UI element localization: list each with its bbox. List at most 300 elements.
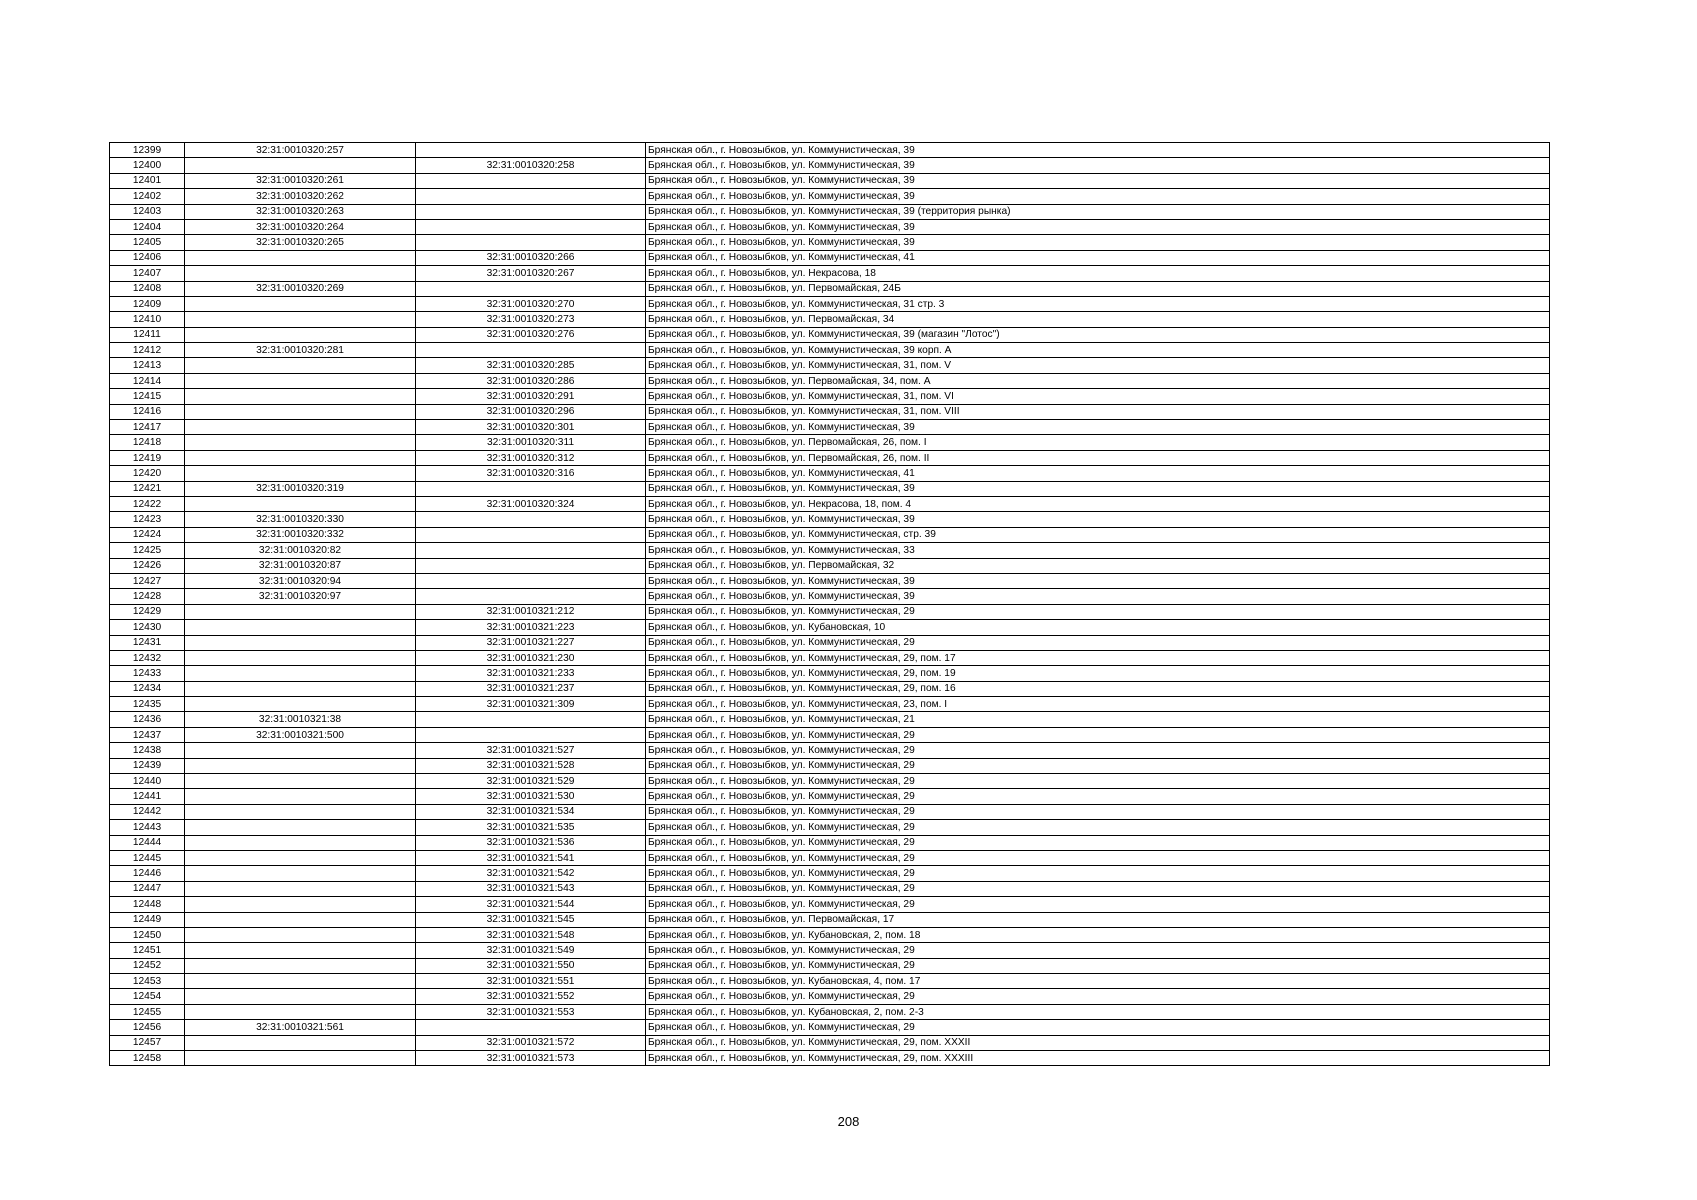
table-row — [110, 281, 1550, 296]
table-row — [110, 589, 1550, 604]
cadastral-number-b-cell — [416, 573, 646, 588]
address-cell: Брянская обл., г. Новозыбков, ул. Коммунистическая, 21 — [646, 712, 1550, 727]
row-number-cell: 12428 — [110, 589, 185, 604]
address-cell: Брянская обл., г. Новозыбков, ул. Коммунистическая, 29 — [646, 958, 1550, 973]
cadastral-number-b-cell: 32:31:0010320:266 — [416, 250, 646, 265]
address-cell: Брянская обл., г. Новозыбков, ул. Некрасова, 18, пом. 4 — [646, 496, 1550, 511]
cadastral-number-a-cell — [185, 420, 416, 435]
cadastral-number-b-cell: 32:31:0010320:301 — [416, 420, 646, 435]
address-cell: Брянская обл., г. Новозыбков, ул. Первомайская, 26, пом. II — [646, 450, 1550, 465]
table-row — [110, 543, 1550, 558]
cadastral-number-a-cell — [185, 312, 416, 327]
table-row — [110, 681, 1550, 696]
address-cell: Брянская обл., г. Новозыбков, ул. Коммунистическая, 29 — [646, 804, 1550, 819]
address-cell: Брянская обл., г. Новозыбков, ул. Коммунистическая, 29, пом. XXXII — [646, 1035, 1550, 1050]
cadastral-number-b-cell — [416, 1020, 646, 1035]
cadastral-number-b-cell — [416, 512, 646, 527]
row-number-cell: 12431 — [110, 635, 185, 650]
address-cell: Брянская обл., г. Новозыбков, ул. Кубановская, 2, пом. 2-3 — [646, 1004, 1550, 1019]
address-cell: Брянская обл., г. Новозыбков, ул. Коммунистическая, 31, пом. VI — [646, 389, 1550, 404]
cadastral-number-a-cell: 32:31:0010320:332 — [185, 527, 416, 542]
cadastral-number-b-cell: 32:31:0010320:276 — [416, 327, 646, 342]
cadastral-number-b-cell — [416, 481, 646, 496]
table-row — [110, 204, 1550, 219]
cadastral-number-a-cell — [185, 404, 416, 419]
cadastral-number-b-cell — [416, 589, 646, 604]
cadastral-number-a-cell: 32:31:0010320:261 — [185, 173, 416, 188]
table-row — [110, 866, 1550, 881]
address-cell: Брянская обл., г. Новозыбков, ул. Коммунистическая, 29, пом. 16 — [646, 681, 1550, 696]
address-cell: Брянская обл., г. Новозыбков, ул. Коммунистическая, 41 — [646, 466, 1550, 481]
cadastral-number-b-cell: 32:31:0010321:223 — [416, 620, 646, 635]
cadastral-number-b-cell: 32:31:0010321:309 — [416, 697, 646, 712]
cadastral-number-a-cell: 32:31:0010320:82 — [185, 543, 416, 558]
row-number-cell: 12444 — [110, 835, 185, 850]
row-number-cell: 12442 — [110, 804, 185, 819]
table-row — [110, 727, 1550, 742]
row-number-cell: 12419 — [110, 450, 185, 465]
address-cell: Брянская обл., г. Новозыбков, ул. Коммунистическая, 39 (магазин "Лотос") — [646, 327, 1550, 342]
address-cell: Брянская обл., г. Новозыбков, ул. Коммунистическая, 29 — [646, 1020, 1550, 1035]
cadastral-number-b-cell: 32:31:0010321:572 — [416, 1035, 646, 1050]
cadastral-number-b-cell: 32:31:0010321:544 — [416, 897, 646, 912]
cadastral-number-b-cell: 32:31:0010320:273 — [416, 312, 646, 327]
table-row — [110, 743, 1550, 758]
table-row — [110, 327, 1550, 342]
cadastral-number-b-cell: 32:31:0010320:285 — [416, 358, 646, 373]
address-cell: Брянская обл., г. Новозыбков, ул. Коммунистическая, 39 — [646, 235, 1550, 250]
cadastral-number-a-cell — [185, 881, 416, 896]
cadastral-number-a-cell — [185, 912, 416, 927]
cadastral-number-b-cell: 32:31:0010321:551 — [416, 974, 646, 989]
row-number-cell: 12447 — [110, 881, 185, 896]
row-number-cell: 12437 — [110, 727, 185, 742]
cadastral-number-a-cell: 32:31:0010320:94 — [185, 573, 416, 588]
cadastral-number-a-cell — [185, 450, 416, 465]
cadastral-number-b-cell — [416, 543, 646, 558]
row-number-cell: 12403 — [110, 204, 185, 219]
table-row — [110, 943, 1550, 958]
row-number-cell: 12448 — [110, 897, 185, 912]
table-row — [110, 296, 1550, 311]
cadastral-number-a-cell: 32:31:0010320:97 — [185, 589, 416, 604]
cadastral-number-a-cell: 32:31:0010321:561 — [185, 1020, 416, 1035]
cadastral-number-a-cell — [185, 943, 416, 958]
cadastral-number-a-cell: 32:31:0010320:269 — [185, 281, 416, 296]
cadastral-number-a-cell — [185, 743, 416, 758]
address-cell: Брянская обл., г. Новозыбков, ул. Коммунистическая, 39 — [646, 420, 1550, 435]
address-cell: Брянская обл., г. Новозыбков, ул. Коммунистическая, 39 — [646, 173, 1550, 188]
table-row — [110, 481, 1550, 496]
cadastral-number-b-cell: 32:31:0010321:573 — [416, 1051, 646, 1066]
cadastral-number-a-cell — [185, 989, 416, 1004]
table-row — [110, 604, 1550, 619]
row-number-cell: 12405 — [110, 235, 185, 250]
address-cell: Брянская обл., г. Новозыбков, ул. Коммунистическая, 29 — [646, 866, 1550, 881]
cadastral-number-a-cell: 32:31:0010320:264 — [185, 219, 416, 234]
address-cell: Брянская обл., г. Новозыбков, ул. Коммунистическая, 29 — [646, 727, 1550, 742]
row-number-cell: 12411 — [110, 327, 185, 342]
table-row — [110, 358, 1550, 373]
table-row — [110, 635, 1550, 650]
row-number-cell: 12457 — [110, 1035, 185, 1050]
table-row — [110, 712, 1550, 727]
row-number-cell: 12458 — [110, 1051, 185, 1066]
table-row — [110, 512, 1550, 527]
row-number-cell: 12404 — [110, 219, 185, 234]
cadastral-number-a-cell — [185, 666, 416, 681]
cadastral-number-b-cell: 32:31:0010321:530 — [416, 789, 646, 804]
row-number-cell: 12425 — [110, 543, 185, 558]
cadastral-number-a-cell — [185, 296, 416, 311]
address-cell: Брянская обл., г. Новозыбков, ул. Коммунистическая, 39 (территория рынка) — [646, 204, 1550, 219]
row-number-cell: 12423 — [110, 512, 185, 527]
cadastral-number-a-cell — [185, 435, 416, 450]
row-number-cell: 12452 — [110, 958, 185, 973]
cadastral-number-a-cell: 32:31:0010320:265 — [185, 235, 416, 250]
cadastral-number-b-cell: 32:31:0010321:529 — [416, 774, 646, 789]
row-number-cell: 12399 — [110, 143, 185, 158]
cadastral-number-b-cell: 32:31:0010321:548 — [416, 927, 646, 942]
address-cell: Брянская обл., г. Новозыбков, ул. Коммунистическая, 39 — [646, 481, 1550, 496]
address-cell: Брянская обл., г. Новозыбков, ул. Некрасова, 18 — [646, 266, 1550, 281]
row-number-cell: 12440 — [110, 774, 185, 789]
cadastral-number-b-cell — [416, 189, 646, 204]
cadastral-number-a-cell — [185, 358, 416, 373]
address-cell: Брянская обл., г. Новозыбков, ул. Кубановская, 10 — [646, 620, 1550, 635]
table-row — [110, 1020, 1550, 1035]
cadastral-number-a-cell: 32:31:0010320:330 — [185, 512, 416, 527]
cadastral-number-b-cell: 32:31:0010321:552 — [416, 989, 646, 1004]
table-row — [110, 343, 1550, 358]
cadastral-number-b-cell — [416, 712, 646, 727]
cadastral-number-b-cell: 32:31:0010320:316 — [416, 466, 646, 481]
row-number-cell: 12433 — [110, 666, 185, 681]
cadastral-number-a-cell — [185, 1035, 416, 1050]
row-number-cell: 12435 — [110, 697, 185, 712]
cadastral-number-a-cell — [185, 850, 416, 865]
table-row — [110, 389, 1550, 404]
row-number-cell: 12415 — [110, 389, 185, 404]
address-cell: Брянская обл., г. Новозыбков, ул. Коммунистическая, 39 — [646, 189, 1550, 204]
cadastral-number-a-cell — [185, 820, 416, 835]
table-row — [110, 189, 1550, 204]
cadastral-number-b-cell: 32:31:0010321:233 — [416, 666, 646, 681]
cadastral-number-b-cell: 32:31:0010321:237 — [416, 681, 646, 696]
address-cell: Брянская обл., г. Новозыбков, ул. Первомайская, 24Б — [646, 281, 1550, 296]
row-number-cell: 12422 — [110, 496, 185, 511]
cadastral-number-a-cell — [185, 327, 416, 342]
cadastral-number-b-cell: 32:31:0010321:550 — [416, 958, 646, 973]
table-row — [110, 974, 1550, 989]
row-number-cell: 12401 — [110, 173, 185, 188]
address-cell: Брянская обл., г. Новозыбков, ул. Коммунистическая, 39 — [646, 219, 1550, 234]
address-cell: Брянская обл., г. Новозыбков, ул. Коммунистическая, 39 — [646, 512, 1550, 527]
address-cell: Брянская обл., г. Новозыбков, ул. Коммунистическая, 29, пом. 19 — [646, 666, 1550, 681]
cadastral-number-b-cell: 32:31:0010321:549 — [416, 943, 646, 958]
address-cell: Брянская обл., г. Новозыбков, ул. Коммунистическая, 39 корп. А — [646, 343, 1550, 358]
cadastral-number-a-cell — [185, 604, 416, 619]
row-number-cell: 12454 — [110, 989, 185, 1004]
table-row — [110, 143, 1550, 158]
address-cell: Брянская обл., г. Новозыбков, ул. Кубановская, 2, пом. 18 — [646, 927, 1550, 942]
table-row — [110, 804, 1550, 819]
cadastral-number-a-cell — [185, 758, 416, 773]
table-row — [110, 989, 1550, 1004]
cadastral-number-a-cell — [185, 974, 416, 989]
table-row — [110, 1035, 1550, 1050]
cadastral-number-a-cell — [185, 897, 416, 912]
address-cell: Брянская обл., г. Новозыбков, ул. Коммунистическая, 31, пом. V — [646, 358, 1550, 373]
cadastral-number-a-cell: 32:31:0010320:87 — [185, 558, 416, 573]
table-row — [110, 897, 1550, 912]
address-cell: Брянская обл., г. Новозыбков, ул. Коммунистическая, 29, пом. XXXIII — [646, 1051, 1550, 1066]
cadastral-number-a-cell — [185, 466, 416, 481]
cadastral-number-b-cell: 32:31:0010321:541 — [416, 850, 646, 865]
table-row — [110, 450, 1550, 465]
row-number-cell: 12451 — [110, 943, 185, 958]
table-row — [110, 1051, 1550, 1066]
cadastral-number-b-cell: 32:31:0010320:312 — [416, 450, 646, 465]
row-number-cell: 12412 — [110, 343, 185, 358]
page-number: 208 — [837, 1114, 860, 1129]
row-number-cell: 12402 — [110, 189, 185, 204]
cadastral-number-b-cell: 32:31:0010321:553 — [416, 1004, 646, 1019]
address-cell: Брянская обл., г. Новозыбков, ул. Коммунистическая, 29, пом. 17 — [646, 650, 1550, 665]
cadastral-number-a-cell — [185, 1004, 416, 1019]
cadastral-number-b-cell: 32:31:0010321:535 — [416, 820, 646, 835]
cadastral-number-b-cell: 32:31:0010320:324 — [416, 496, 646, 511]
table-row — [110, 850, 1550, 865]
cadastral-number-a-cell — [185, 681, 416, 696]
cadastral-number-a-cell — [185, 496, 416, 511]
row-number-cell: 12430 — [110, 620, 185, 635]
table-row — [110, 527, 1550, 542]
address-cell: Брянская обл., г. Новозыбков, ул. Первомайская, 32 — [646, 558, 1550, 573]
property-table — [109, 142, 1550, 1066]
cadastral-number-a-cell — [185, 866, 416, 881]
table-row — [110, 558, 1550, 573]
table-row — [110, 173, 1550, 188]
table-row — [110, 573, 1550, 588]
table-row — [110, 620, 1550, 635]
table-body — [110, 143, 1550, 1066]
address-cell: Брянская обл., г. Новозыбков, ул. Коммунистическая, 29 — [646, 774, 1550, 789]
row-number-cell: 12429 — [110, 604, 185, 619]
table-row — [110, 420, 1550, 435]
row-number-cell: 12426 — [110, 558, 185, 573]
cadastral-number-b-cell: 32:31:0010321:528 — [416, 758, 646, 773]
cadastral-number-a-cell — [185, 650, 416, 665]
cadastral-number-b-cell — [416, 343, 646, 358]
address-cell: Брянская обл., г. Новозыбков, ул. Первомайская, 26, пом. I — [646, 435, 1550, 450]
row-number-cell: 12438 — [110, 743, 185, 758]
address-cell: Брянская обл., г. Новозыбков, ул. Коммунистическая, 29 — [646, 835, 1550, 850]
cadastral-number-a-cell — [185, 635, 416, 650]
cadastral-number-b-cell — [416, 219, 646, 234]
cadastral-number-b-cell — [416, 235, 646, 250]
cadastral-number-a-cell — [185, 158, 416, 173]
table-row — [110, 250, 1550, 265]
cadastral-number-a-cell — [185, 789, 416, 804]
cadastral-number-a-cell — [185, 389, 416, 404]
address-cell: Брянская обл., г. Новозыбков, ул. Коммунистическая, 39 — [646, 143, 1550, 158]
cadastral-number-b-cell: 32:31:0010320:291 — [416, 389, 646, 404]
row-number-cell: 12424 — [110, 527, 185, 542]
table-row — [110, 219, 1550, 234]
cadastral-number-b-cell: 32:31:0010320:311 — [416, 435, 646, 450]
cadastral-number-b-cell: 32:31:0010320:270 — [416, 296, 646, 311]
table-row — [110, 435, 1550, 450]
table-row — [110, 1004, 1550, 1019]
table-row — [110, 266, 1550, 281]
table-row — [110, 789, 1550, 804]
row-number-cell: 12449 — [110, 912, 185, 927]
table-row — [110, 650, 1550, 665]
table-row — [110, 404, 1550, 419]
cadastral-number-a-cell: 32:31:0010321:500 — [185, 727, 416, 742]
cadastral-number-b-cell: 32:31:0010321:545 — [416, 912, 646, 927]
cadastral-number-b-cell: 32:31:0010321:542 — [416, 866, 646, 881]
table-row — [110, 881, 1550, 896]
cadastral-number-b-cell — [416, 143, 646, 158]
cadastral-number-a-cell: 32:31:0010320:262 — [185, 189, 416, 204]
table-row — [110, 373, 1550, 388]
cadastral-number-a-cell: 32:31:0010321:38 — [185, 712, 416, 727]
table-row — [110, 927, 1550, 942]
address-cell: Брянская обл., г. Новозыбков, ул. Первомайская, 34, пом. А — [646, 373, 1550, 388]
table-row — [110, 774, 1550, 789]
cadastral-number-a-cell: 32:31:0010320:263 — [185, 204, 416, 219]
cadastral-number-a-cell — [185, 266, 416, 281]
cadastral-number-b-cell — [416, 173, 646, 188]
cadastral-number-b-cell: 32:31:0010321:543 — [416, 881, 646, 896]
row-number-cell: 12414 — [110, 373, 185, 388]
row-number-cell: 12432 — [110, 650, 185, 665]
row-number-cell: 12410 — [110, 312, 185, 327]
row-number-cell: 12453 — [110, 974, 185, 989]
cadastral-number-a-cell — [185, 1051, 416, 1066]
cadastral-number-b-cell — [416, 281, 646, 296]
cadastral-number-b-cell: 32:31:0010321:227 — [416, 635, 646, 650]
address-cell: Брянская обл., г. Новозыбков, ул. Первомайская, 34 — [646, 312, 1550, 327]
address-cell: Брянская обл., г. Новозыбков, ул. Коммунистическая, 29 — [646, 635, 1550, 650]
row-number-cell: 12420 — [110, 466, 185, 481]
row-number-cell: 12409 — [110, 296, 185, 311]
address-cell: Брянская обл., г. Новозыбков, ул. Коммунистическая, 41 — [646, 250, 1550, 265]
cadastral-number-a-cell — [185, 804, 416, 819]
address-cell: Брянская обл., г. Новозыбков, ул. Коммунистическая, 29 — [646, 989, 1550, 1004]
cadastral-number-a-cell: 32:31:0010320:319 — [185, 481, 416, 496]
address-cell: Брянская обл., г. Новозыбков, ул. Коммунистическая, 39 — [646, 573, 1550, 588]
row-number-cell: 12406 — [110, 250, 185, 265]
cadastral-number-a-cell — [185, 774, 416, 789]
row-number-cell: 12450 — [110, 927, 185, 942]
address-cell: Брянская обл., г. Новозыбков, ул. Коммунистическая, 29 — [646, 881, 1550, 896]
cadastral-number-a-cell: 32:31:0010320:281 — [185, 343, 416, 358]
table-row — [110, 758, 1550, 773]
address-cell: Брянская обл., г. Новозыбков, ул. Коммунистическая, 29 — [646, 789, 1550, 804]
cadastral-number-b-cell: 32:31:0010320:258 — [416, 158, 646, 173]
cadastral-number-b-cell: 32:31:0010321:230 — [416, 650, 646, 665]
table-row — [110, 835, 1550, 850]
address-cell: Брянская обл., г. Новозыбков, ул. Коммунистическая, 33 — [646, 543, 1550, 558]
row-number-cell: 12434 — [110, 681, 185, 696]
cadastral-number-b-cell: 32:31:0010321:534 — [416, 804, 646, 819]
table-row — [110, 697, 1550, 712]
row-number-cell: 12446 — [110, 866, 185, 881]
address-cell: Брянская обл., г. Новозыбков, ул. Коммунистическая, 29 — [646, 850, 1550, 865]
address-cell: Брянская обл., г. Новозыбков, ул. Коммунистическая, 29 — [646, 604, 1550, 619]
row-number-cell: 12445 — [110, 850, 185, 865]
address-cell: Брянская обл., г. Новозыбков, ул. Коммунистическая, 31, пом. VIII — [646, 404, 1550, 419]
cadastral-number-b-cell — [416, 527, 646, 542]
cadastral-number-b-cell: 32:31:0010321:212 — [416, 604, 646, 619]
table-row — [110, 666, 1550, 681]
table-row — [110, 820, 1550, 835]
row-number-cell: 12408 — [110, 281, 185, 296]
table-row — [110, 235, 1550, 250]
cadastral-number-b-cell: 32:31:0010321:527 — [416, 743, 646, 758]
cadastral-number-a-cell: 32:31:0010320:257 — [185, 143, 416, 158]
cadastral-number-a-cell — [185, 250, 416, 265]
table-row — [110, 158, 1550, 173]
cadastral-number-a-cell — [185, 835, 416, 850]
address-cell: Брянская обл., г. Новозыбков, ул. Коммунистическая, 31 стр. 3 — [646, 296, 1550, 311]
address-cell: Брянская обл., г. Новозыбков, ул. Коммунистическая, 39 — [646, 158, 1550, 173]
address-cell: Брянская обл., г. Новозыбков, ул. Коммунистическая, стр. 39 — [646, 527, 1550, 542]
row-number-cell: 12418 — [110, 435, 185, 450]
row-number-cell: 12417 — [110, 420, 185, 435]
address-cell: Брянская обл., г. Новозыбков, ул. Коммунистическая, 29 — [646, 743, 1550, 758]
address-cell: Брянская обл., г. Новозыбков, ул. Коммунистическая, 29 — [646, 943, 1550, 958]
address-cell: Брянская обл., г. Новозыбков, ул. Коммунистическая, 29 — [646, 820, 1550, 835]
row-number-cell: 12456 — [110, 1020, 185, 1035]
cadastral-number-b-cell — [416, 204, 646, 219]
row-number-cell: 12407 — [110, 266, 185, 281]
address-cell: Брянская обл., г. Новозыбков, ул. Кубановская, 4, пом. 17 — [646, 974, 1550, 989]
row-number-cell: 12439 — [110, 758, 185, 773]
row-number-cell: 12400 — [110, 158, 185, 173]
row-number-cell: 12413 — [110, 358, 185, 373]
row-number-cell: 12443 — [110, 820, 185, 835]
table-row — [110, 496, 1550, 511]
cadastral-number-b-cell: 32:31:0010320:286 — [416, 373, 646, 388]
cadastral-number-a-cell — [185, 620, 416, 635]
cadastral-number-b-cell — [416, 727, 646, 742]
address-cell: Брянская обл., г. Новозыбков, ул. Коммунистическая, 23, пом. I — [646, 697, 1550, 712]
cadastral-number-b-cell: 32:31:0010320:267 — [416, 266, 646, 281]
row-number-cell: 12436 — [110, 712, 185, 727]
row-number-cell: 12421 — [110, 481, 185, 496]
address-cell: Брянская обл., г. Новозыбков, ул. Коммунистическая, 29 — [646, 758, 1550, 773]
table-row — [110, 312, 1550, 327]
table-row — [110, 912, 1550, 927]
table-row — [110, 466, 1550, 481]
row-number-cell: 12441 — [110, 789, 185, 804]
table-row — [110, 958, 1550, 973]
cadastral-number-a-cell — [185, 373, 416, 388]
row-number-cell: 12455 — [110, 1004, 185, 1019]
cadastral-number-b-cell: 32:31:0010321:536 — [416, 835, 646, 850]
cadastral-number-a-cell — [185, 697, 416, 712]
address-cell: Брянская обл., г. Новозыбков, ул. Коммунистическая, 39 — [646, 589, 1550, 604]
cadastral-number-b-cell — [416, 558, 646, 573]
cadastral-number-b-cell: 32:31:0010320:296 — [416, 404, 646, 419]
address-cell: Брянская обл., г. Новозыбков, ул. Первомайская, 17 — [646, 912, 1550, 927]
cadastral-number-a-cell — [185, 927, 416, 942]
address-cell: Брянская обл., г. Новозыбков, ул. Коммунистическая, 29 — [646, 897, 1550, 912]
